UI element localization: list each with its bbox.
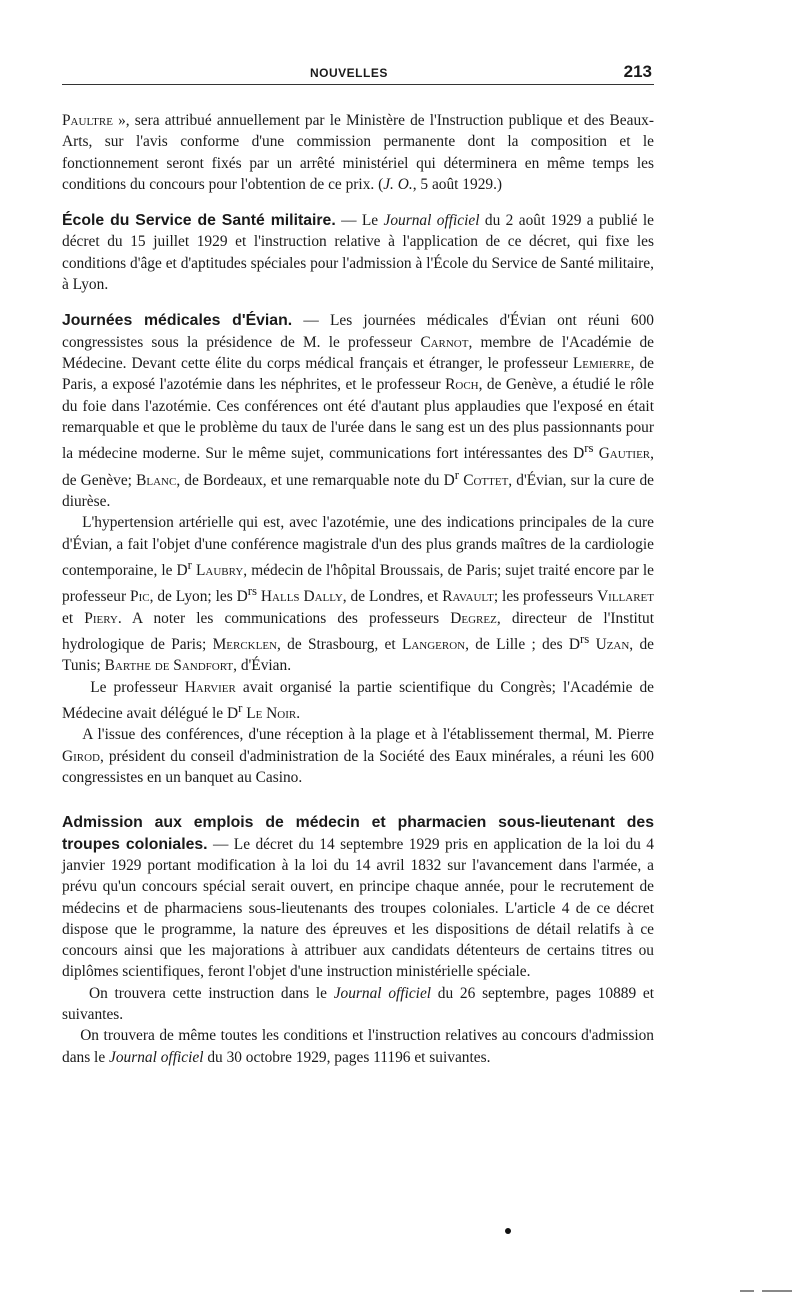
person-name: Degrez <box>450 609 497 627</box>
person-name: Langeron <box>401 636 466 654</box>
paragraph-text: du 2 août 1929 a publié le décret du 15 juillet 1929 et l'instruction relative à l'application de ce décret, qui fixe les conditions d'âge et d'aptitudes spéciales pour l'admission à l'École du Service de Santé militaire, à Lyon. <box>62 212 654 294</box>
source-citation: J. O. <box>383 175 413 193</box>
section-heading: Journées médicales d'Évian. <box>62 312 293 330</box>
paragraph-text: du 30 octobre 1929, pages 11196 et suivantes. <box>203 1048 491 1066</box>
paragraph-hypertension <box>62 512 654 676</box>
section-journees-evian <box>62 310 654 512</box>
paragraph-text: Le professeur <box>90 678 185 696</box>
paragraph-text: , de Bordeaux, et une remarquable note du D <box>176 471 455 489</box>
journal-title: Journal officiel <box>383 212 480 230</box>
paragraph-text: », sera attribué annuellement par le Ministère de l'Instruction publique et des Beaux-Arts, sur l'avis conforme d'une commission permanente dont la composition et le fonctionnement seront fixés par un arrêté ministériel qui déterminera en même temps les conditions du concours pour l'obtention de ce prix. ( <box>62 112 654 193</box>
person-name: Villaret <box>597 588 654 606</box>
person-name: Pic <box>130 588 150 606</box>
paragraph-text: A l'issue des conférences, d'une réception à la plage et à l'établissement thermal, M. Pierre <box>82 726 654 744</box>
paragraph-text: , de Londres, et <box>342 588 443 606</box>
paragraph-text: On trouvera cette instruction dans le <box>88 984 334 1002</box>
person-name: Lemierre <box>572 354 631 372</box>
paragraph-text: du 26 septembre, pages 10889 et suivantes. <box>62 984 655 1024</box>
paragraph-text: , membre de l'Académie de Médecine. Devant cette élite du corps médical français et étranger, le professeur <box>62 333 654 372</box>
section-ecole-sante-militaire <box>62 210 654 295</box>
paragraph-text: , 5 août 1929.) <box>412 175 503 193</box>
paragraph-text: — Les journées médicales d'Évian ont réuni 600 congressistes sous la présidence de M. le professeur <box>62 312 654 351</box>
paragraph-text: , d'Évian, sur la cure de diurèse. <box>62 471 655 510</box>
running-header <box>62 62 654 85</box>
page-number: 213 <box>623 62 652 81</box>
paragraph-text: On trouvera de même toutes les conditions et l'instruction relatives au concours d'admission dans le <box>62 1027 655 1066</box>
paragraph-prize-continuation <box>62 110 654 195</box>
person-name: Gautier <box>598 445 651 463</box>
person-name: Girod <box>62 747 101 765</box>
paragraph-instruction-jo <box>62 983 654 1026</box>
person-name: Harvier <box>184 678 236 696</box>
section-heading: École du Service de Santé militaire. <box>62 212 336 230</box>
person-name: Uzan <box>595 636 630 654</box>
paragraph-harvier <box>62 677 654 725</box>
bullet-dot <box>505 1228 511 1234</box>
paragraph-text: , de Paris, a exposé l'azotémie dans les néphrites, et le professeur <box>62 354 654 394</box>
superscript: rs <box>584 441 594 456</box>
superscript: r <box>454 467 460 482</box>
paragraph-text: . A noter les communications des professeurs <box>117 609 451 627</box>
paragraph-banquet <box>62 724 654 788</box>
paragraph-text: , d'Évian. <box>233 657 292 675</box>
section-admission-troupes-coloniales <box>62 812 654 982</box>
paragraph-text: L'hypertension artérielle qui est, avec l'azotémie, une des indications principales de la cure d'Évian, a fait l'objet d'une conférence magistrale d'un des plus grands maîtres de la cardiologie contemporaine, le D <box>62 514 654 580</box>
paragraph-text: ; les professeurs <box>493 588 598 606</box>
journal-title: Journal officiel <box>109 1048 204 1066</box>
person-name: Cottet <box>463 471 509 489</box>
superscript: rs <box>579 632 590 647</box>
paragraph-text: , de Lille ; des D <box>465 636 580 654</box>
section-heading: Admission aux emplois de médecin et pharmacien sous-lieutenant des troupes coloniales. <box>62 814 654 853</box>
person-name: Roch <box>445 376 479 394</box>
paragraph-text: , de Genève, a étudié le rôle du foie dans l'azotémie. Ces conférences ont été d'autant plus applaudies que l'exposé en était remarquable et que le problème du taux de l'urée dans le sang est un des plus passionnants pour la médecine moderne. Sur le même sujet, communications fort intéressantes des D <box>62 376 655 463</box>
paragraph-text: , président du conseil d'administration de la Société des Eaux minérales, a réuni les 600 congressistes en un banquet au Casino. <box>62 747 654 787</box>
paragraph-text: , de Genève; <box>62 445 654 489</box>
person-name: Mercklen <box>212 636 277 654</box>
person-name: Barthe de Sandfort <box>104 657 234 675</box>
person-name: Ravault <box>442 588 494 606</box>
journal-title: Journal officiel <box>333 984 432 1002</box>
person-name: Blanc <box>136 471 177 489</box>
paragraph-text: , de Strasbourg, et <box>276 636 402 654</box>
paragraph-text: , de Lyon; les D <box>149 588 248 606</box>
superscript: r <box>187 557 192 572</box>
paragraph-text: — Le décret du 14 septembre 1929 pris en application de la loi du 4 janvier 1929 portant modification à la loi du 14 avril 1832 sur l'avancement dans l'armée, a prévu qu'un concours spécial serait ouvert, en principe chaque année, pour le recrutement de médecins et de pharmaciens sous-lieutenants des troupes coloniales. L'article 4 de ce décret dispose que le programme, la nature des épreuves et les dispositions de détail relatifs à ce concours ainsi que les majorations à attribuer aux candidats détenteurs de certains titres ou diplômes scientifiques, feront l'objet d'une instruction ministérielle spéciale. <box>62 835 654 981</box>
person-name: Piery <box>84 609 118 627</box>
superscript: r <box>238 701 243 716</box>
paragraph-text: — Le <box>335 212 384 230</box>
paragraph-conditions-jo <box>62 1025 654 1068</box>
person-name: Carnot <box>420 333 469 351</box>
scan-edge-mark <box>762 1290 792 1292</box>
person-name: Le Noir <box>246 705 297 723</box>
person-name: Laubry <box>195 562 244 580</box>
paragraph-text: , directeur de l'Institut hydrologique de Paris; <box>62 609 654 654</box>
superscript: rs <box>247 584 257 599</box>
person-name: Halls Dally <box>260 588 343 606</box>
running-title: NOUVELLES <box>310 66 388 80</box>
paragraph-text: et <box>62 609 85 627</box>
paragraph-text: avait organisé la partie scientifique du Congrès; l'Académie de Médecine avait délégué le D <box>62 678 655 723</box>
person-name: Paultre <box>62 112 113 129</box>
scan-edge-mark <box>740 1290 754 1292</box>
paragraph-text: , médecin de l'hôpital Broussais, de Paris; sujet traité encore par le professeur <box>62 562 654 606</box>
paragraph-text: . <box>296 705 301 723</box>
article-body <box>62 110 654 1068</box>
paragraph-text: , de Tunis; <box>62 636 654 675</box>
